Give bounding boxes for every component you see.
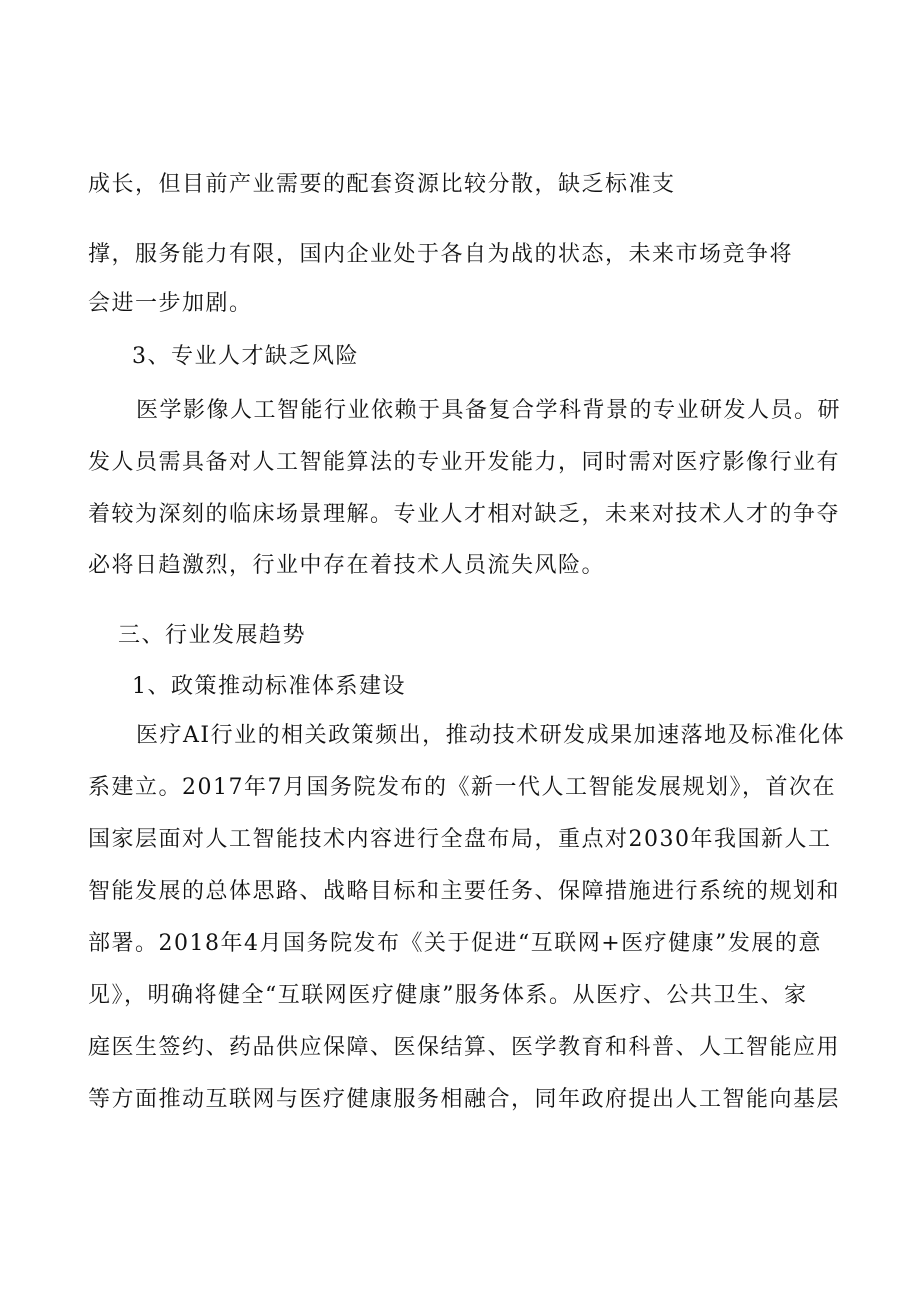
chapter-heading-industry-trends: 三、行业发展趋势 xyxy=(118,623,307,648)
body-text-line: 成长，但目前产业需要的配套资源比较分散，缺乏标准支 xyxy=(88,172,676,197)
paragraph-line: 必将日趋激烈，行业中存在着技术人员流失风险。 xyxy=(88,553,606,578)
paragraph-line: 着较为深刻的临床场景理解。专业人才相对缺乏，未来对技术人才的争夺 xyxy=(88,502,841,527)
body-text-line: 会进一步加剧。 xyxy=(88,291,253,316)
paragraph-line: 国家层面对人工智能技术内容进行全盘布局，重点对2030年我国新人工 xyxy=(88,827,832,852)
section-heading-policy-standards: 1、政策推动标准体系建设 xyxy=(132,674,406,699)
paragraph-line: 等方面推动互联网与医疗健康服务相融合，同年政府提出人工智能向基层 xyxy=(88,1087,841,1112)
paragraph-line: 见》，明确将健全“互联网医疗健康”服务体系。从医疗、公共卫生、家 xyxy=(88,983,808,1008)
paragraph-line: 医疗AI行业的相关政策频出，推动技术研发成果加速落地及标准化体 xyxy=(136,723,846,748)
body-text-line: 撑，服务能力有限，国内企业处于各自为战的状态，未来市场竞争将 xyxy=(88,242,794,267)
paragraph-line: 发人员需具备对人工智能算法的专业开发能力，同时需对医疗影像行业有 xyxy=(88,450,841,475)
paragraph-line: 医学影像人工智能行业依赖于具备复合学科背景的专业研发人员。研 xyxy=(136,398,842,423)
section-heading-talent-risk: 3、专业人才缺乏风险 xyxy=(132,344,359,369)
paragraph-line: 系建立。2017年7月国务院发布的《新一代人工智能发展规划》，首次在 xyxy=(88,775,836,800)
paragraph-line: 部署。2018年4月国务院发布《关于促进“互联网+医疗健康”发展的意 xyxy=(88,931,822,956)
paragraph-line: 智能发展的总体思路、战略目标和主要任务、保障措施进行系统的规划和 xyxy=(88,879,841,904)
paragraph-line: 庭医生签约、药品供应保障、医保结算、医学教育和科普、人工智能应用 xyxy=(88,1035,841,1060)
